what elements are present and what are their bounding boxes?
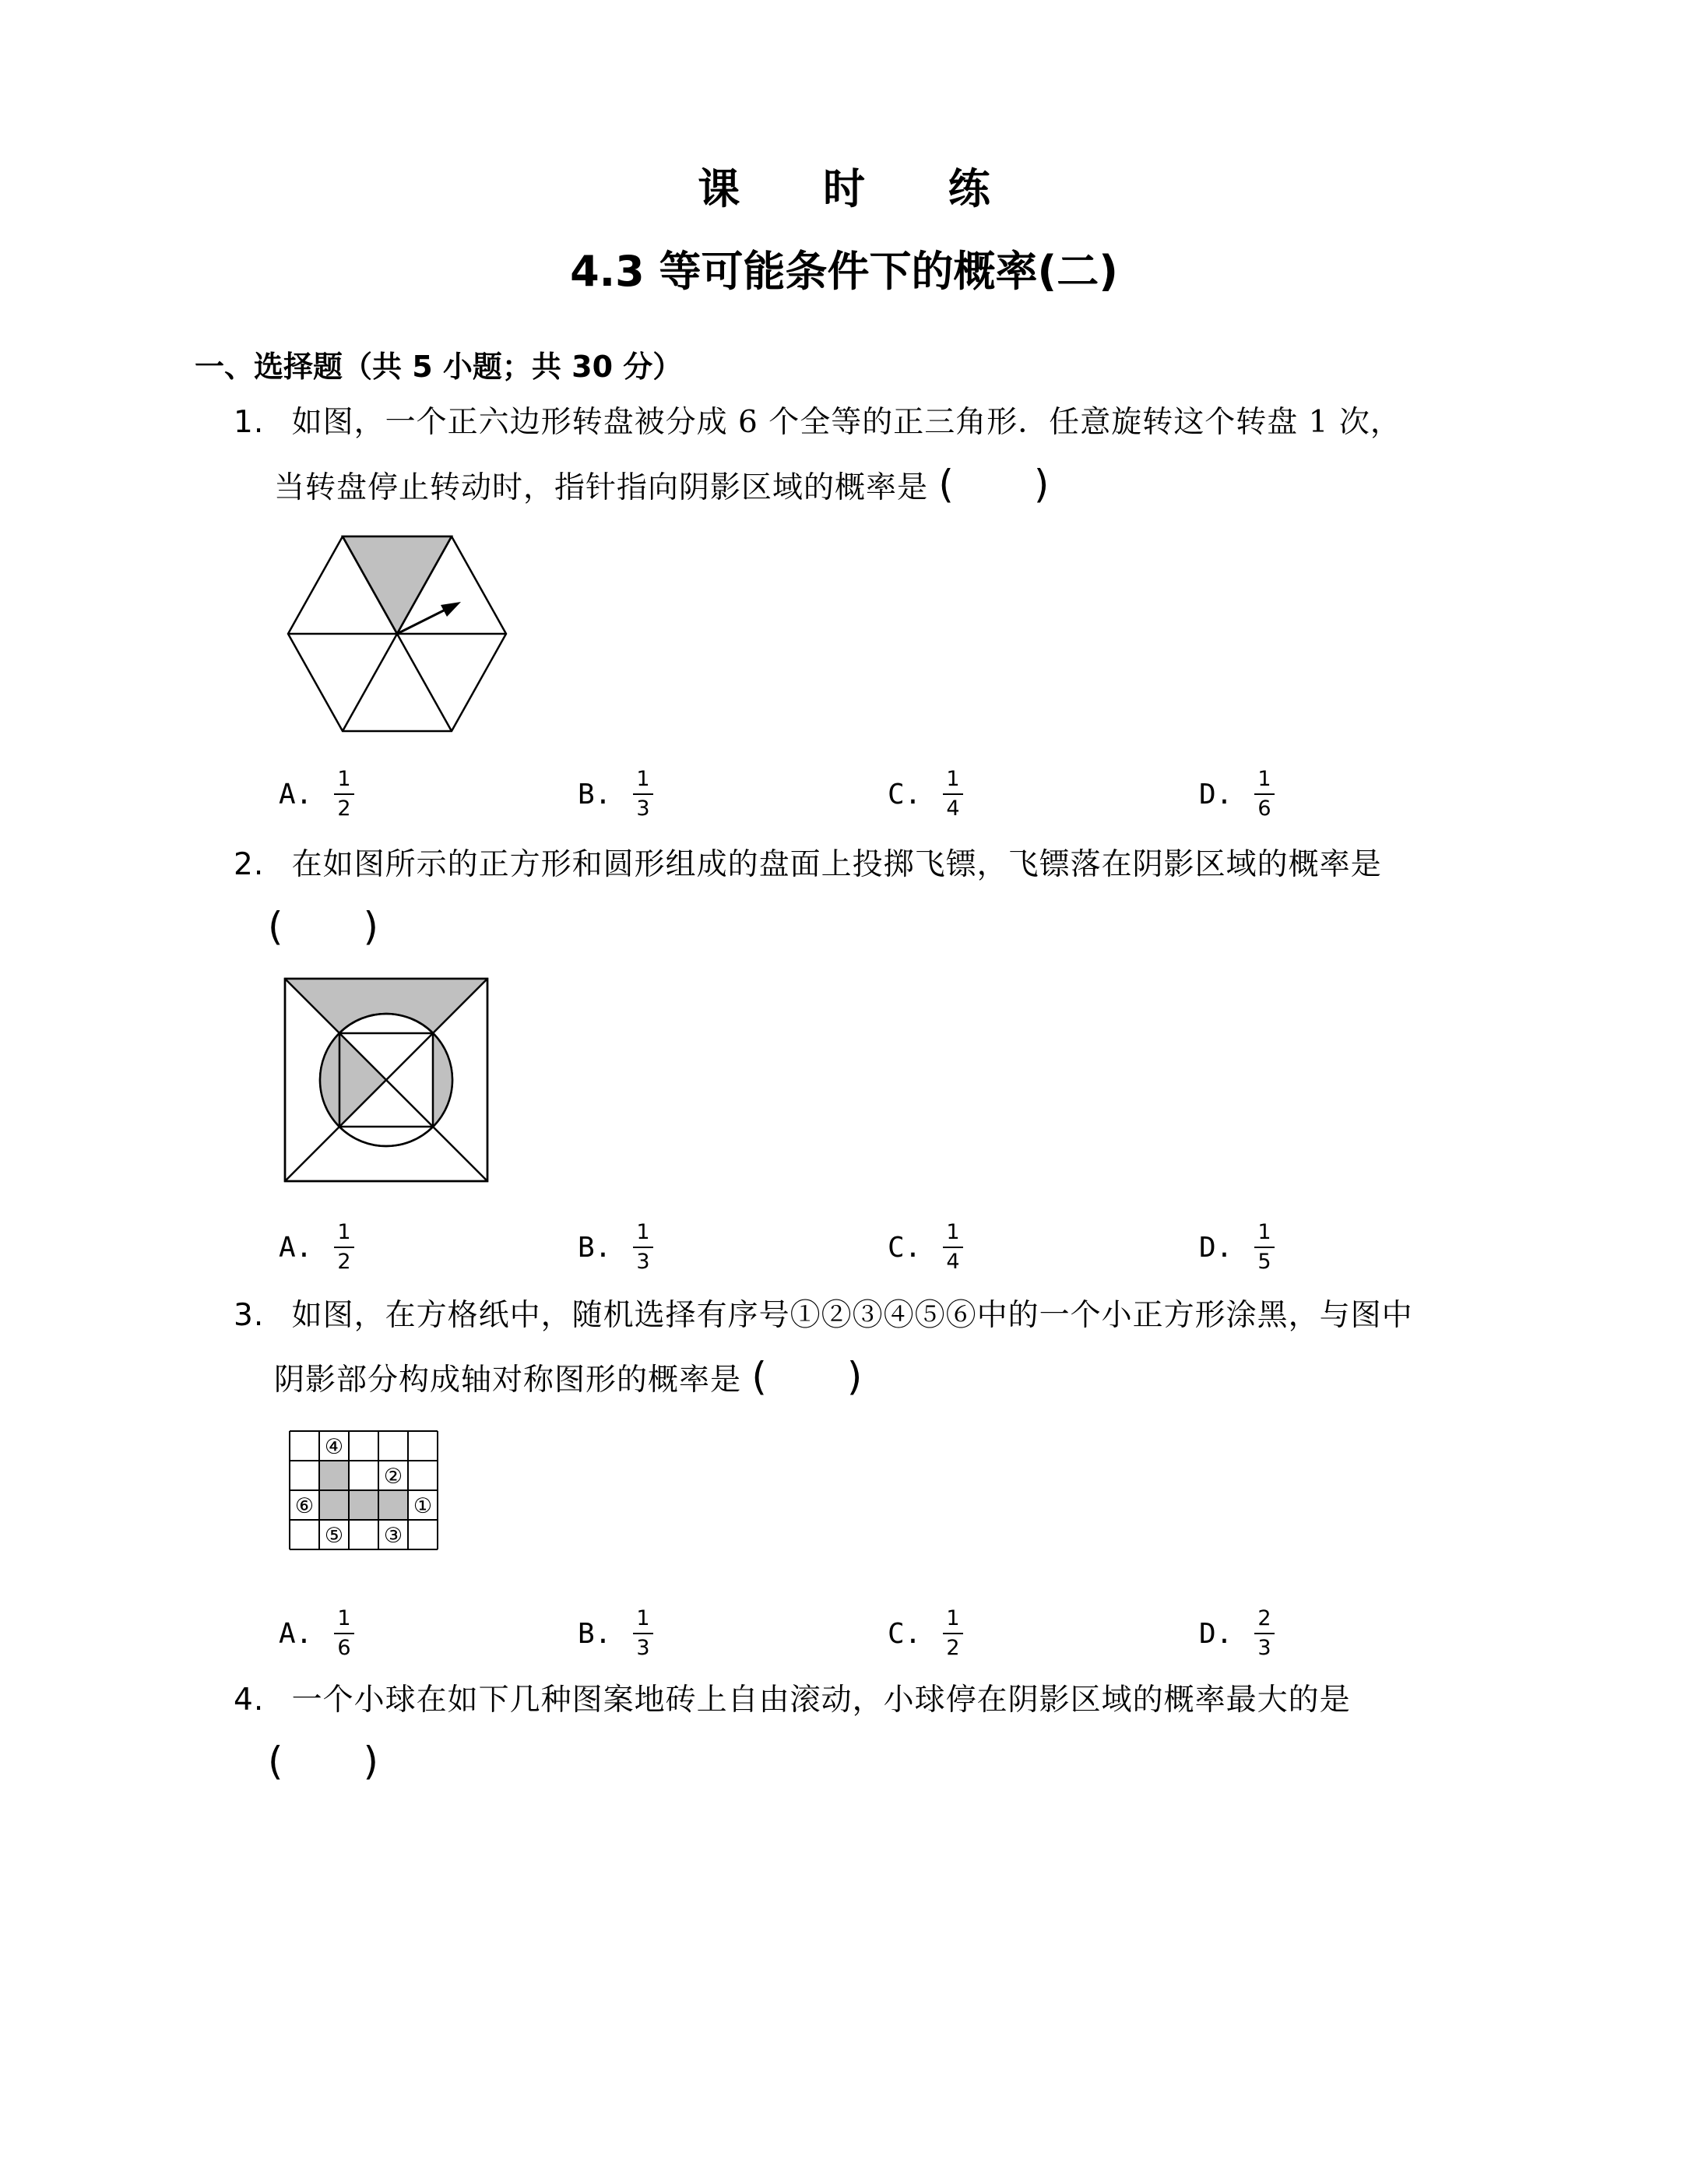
option-fraction: $\frac{1}{3}$ [633, 1606, 652, 1661]
question-3-line-2 [274, 1345, 863, 1412]
question-2-text-1: 在如图所示的正方形和圆形组成的盘面上投掷飞镖，飞镖落在阴影区域的概率是 [291, 847, 1382, 882]
question-4-line-1 [234, 1669, 1351, 1732]
question-2-option-c[interactable] [888, 1216, 963, 1278]
question-1-text-1: 如图，一个正六边形转盘被分成 6 个全等的正三角形．任意旋转这个转盘 1 次， [291, 405, 1401, 440]
option-label: B. [578, 778, 612, 811]
question-4-line-2 [268, 1730, 379, 1796]
option-fraction: $\frac{1}{2}$ [334, 767, 353, 821]
option-label: C. [888, 1617, 922, 1650]
option-fraction: $\frac{1}{2}$ [334, 1220, 353, 1275]
question-3-option-c[interactable] [888, 1602, 963, 1665]
shaded-cell [319, 1490, 349, 1520]
option-fraction: $\frac{2}{3}$ [1254, 1606, 1274, 1661]
question-1-answer-paren[interactable]: ( ) [938, 462, 1050, 507]
shaded-cell [378, 1490, 408, 1520]
option-fraction: $\frac{1}{4}$ [943, 767, 962, 821]
question-1-option-b[interactable] [578, 763, 653, 825]
question-2-line-1 [234, 834, 1382, 896]
question-3-line-1 [234, 1285, 1413, 1347]
option-label: A. [279, 778, 313, 811]
option-fraction: $\frac{1}{5}$ [1254, 1220, 1274, 1275]
question-2-answer-paren[interactable]: ( ) [268, 904, 380, 949]
question-2-option-d[interactable] [1199, 1216, 1275, 1278]
question-1-option-d[interactable] [1199, 763, 1275, 825]
option-label: B. [578, 1617, 612, 1650]
grid-label-2: ② [383, 1465, 403, 1489]
question-3-option-d[interactable] [1199, 1602, 1275, 1665]
lesson-title: 4.3 等可能条件下的概率(二) [570, 247, 1118, 296]
question-3-text-2: 阴影部分构成轴对称图形的概率是 [274, 1363, 742, 1398]
option-label: A. [279, 1231, 313, 1264]
grid-label-4: ④ [324, 1435, 344, 1459]
question-4-text-1: 一个小球在如下几种图案地砖上自由滚动，小球停在阴影区域的概率最大的是 [291, 1683, 1351, 1718]
question-1-option-a[interactable] [279, 763, 354, 825]
question-3-option-a[interactable] [279, 1602, 354, 1665]
option-label: D. [1199, 1231, 1233, 1264]
grid-label-5: ⑤ [324, 1524, 344, 1548]
shaded-cell [349, 1490, 378, 1520]
option-fraction: $\frac{1}{2}$ [943, 1606, 962, 1661]
question-4-number: 4. [234, 1683, 265, 1718]
question-1-number: 1. [234, 405, 265, 440]
option-fraction: $\frac{1}{3}$ [633, 767, 652, 821]
question-4-answer-paren[interactable]: ( ) [268, 1739, 380, 1784]
option-fraction: $\frac{1}{4}$ [943, 1220, 962, 1275]
grid-label-1: ① [413, 1494, 433, 1518]
question-2-line-2 [268, 895, 379, 962]
grid-paper-figure [290, 1431, 439, 1551]
option-label: C. [888, 1231, 922, 1264]
option-fraction: $\frac{1}{3}$ [633, 1220, 652, 1275]
question-2-option-b[interactable] [578, 1216, 653, 1278]
option-label: C. [888, 778, 922, 811]
section-heading: 一、选择题（共 5 小题；共 30 分） [195, 350, 683, 384]
grid-label-6: ⑥ [294, 1494, 315, 1518]
option-label: A. [279, 1617, 313, 1650]
option-label: B. [578, 1231, 612, 1264]
option-label: D. [1199, 778, 1233, 811]
question-3-answer-paren[interactable]: ( ) [751, 1354, 863, 1399]
option-fraction: $\frac{1}{6}$ [1254, 767, 1274, 821]
question-1-text-2: 当转盘停止转动时，指针指向阴影区域的概率是 [274, 470, 929, 505]
question-2-option-a[interactable] [279, 1216, 354, 1278]
shaded-cell [319, 1461, 349, 1490]
grid-label-3: ③ [383, 1524, 403, 1548]
hexagon-spinner-figure [280, 529, 514, 740]
question-1-line-2 [274, 453, 1050, 519]
question-1-line-1 [234, 392, 1401, 454]
question-3-text-1: 如图，在方格纸中，随机选择有序号①②③④⑤⑥中的一个小正方形涂黑，与图中 [291, 1298, 1413, 1333]
option-label: D. [1199, 1617, 1233, 1650]
square-circle-dartboard-figure [283, 977, 489, 1183]
question-3-option-b[interactable] [578, 1602, 653, 1665]
option-fraction: $\frac{1}{6}$ [334, 1606, 353, 1661]
question-1-option-c[interactable] [888, 763, 963, 825]
question-3-number: 3. [234, 1298, 265, 1333]
question-2-number: 2. [234, 847, 265, 882]
page-title: 课 时 练 [698, 164, 1025, 213]
